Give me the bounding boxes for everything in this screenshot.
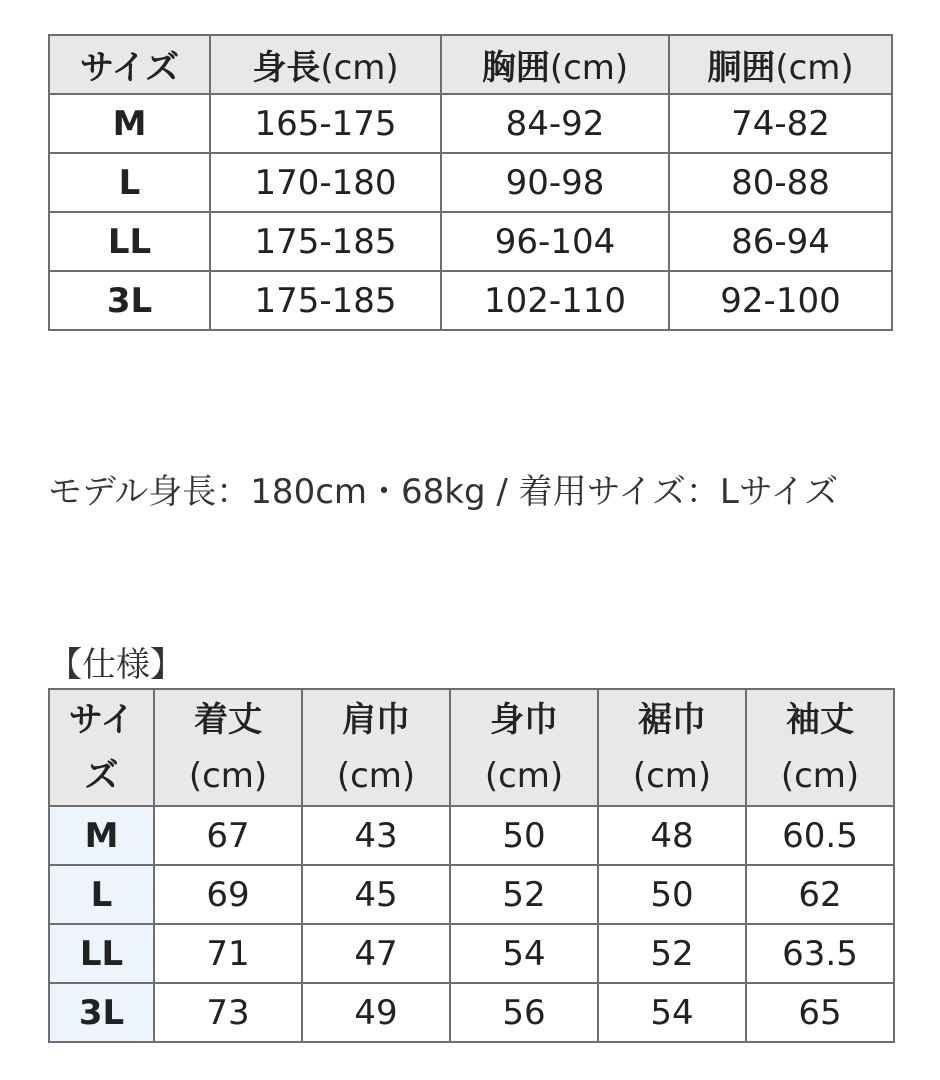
table-row [49, 806, 894, 865]
waist-cell: 74-82 [669, 94, 892, 153]
spec-table [48, 688, 895, 1043]
size-label: M [49, 94, 210, 153]
sleeve-cell: 65 [746, 983, 894, 1042]
chest-cell: 90-98 [441, 153, 669, 212]
waist-cell: 80-88 [669, 153, 892, 212]
waist-cell: 86-94 [669, 212, 892, 271]
sleeve-cell: 60.5 [746, 806, 894, 865]
header-hem-width: 裾巾 (cm) [598, 689, 746, 806]
table-row [49, 212, 892, 271]
height-cell: 165-175 [210, 94, 441, 153]
size-chart-table [48, 34, 893, 331]
sleeve-cell: 62 [746, 865, 894, 924]
spec-heading: 【仕様】 [48, 645, 184, 685]
hem-width-cell: 52 [598, 924, 746, 983]
size-label: L [49, 153, 210, 212]
model-info-text: モデル身長：180cm・68kg / 着用サイズ：Lサイズ [48, 472, 839, 512]
chest-cell: 102-110 [441, 271, 669, 330]
header-height: 身長(cm) [210, 35, 441, 94]
height-cell: 175-185 [210, 212, 441, 271]
table-row [49, 271, 892, 330]
size-label: L [49, 865, 154, 924]
table-row [49, 924, 894, 983]
table-row [49, 865, 894, 924]
table-row [49, 94, 892, 153]
hem-width-cell: 54 [598, 983, 746, 1042]
size-label: LL [49, 212, 210, 271]
header-waist: 胴囲(cm) [669, 35, 892, 94]
size-label: 3L [49, 271, 210, 330]
header-chest: 胸囲(cm) [441, 35, 669, 94]
header-sleeve: 袖丈 (cm) [746, 689, 894, 806]
shoulder-cell: 45 [302, 865, 450, 924]
body-width-cell: 56 [450, 983, 598, 1042]
chest-cell: 96-104 [441, 212, 669, 271]
hem-width-cell: 48 [598, 806, 746, 865]
chest-cell: 84-92 [441, 94, 669, 153]
header-size: サイ ズ [49, 689, 154, 806]
header-size: サイズ [49, 35, 210, 94]
table-row [49, 983, 894, 1042]
length-cell: 67 [154, 806, 302, 865]
hem-width-cell: 50 [598, 865, 746, 924]
header-body-width: 身巾 (cm) [450, 689, 598, 806]
length-cell: 71 [154, 924, 302, 983]
length-cell: 73 [154, 983, 302, 1042]
table-row [49, 153, 892, 212]
shoulder-cell: 47 [302, 924, 450, 983]
sleeve-cell: 63.5 [746, 924, 894, 983]
length-cell: 69 [154, 865, 302, 924]
body-width-cell: 50 [450, 806, 598, 865]
height-cell: 170-180 [210, 153, 441, 212]
size-chart-header-row [49, 35, 892, 94]
header-length: 着丈 (cm) [154, 689, 302, 806]
size-label: M [49, 806, 154, 865]
shoulder-cell: 43 [302, 806, 450, 865]
shoulder-cell: 49 [302, 983, 450, 1042]
size-label: LL [49, 924, 154, 983]
header-shoulder: 肩巾 (cm) [302, 689, 450, 806]
body-width-cell: 52 [450, 865, 598, 924]
waist-cell: 92-100 [669, 271, 892, 330]
spec-header-row [49, 689, 894, 806]
body-width-cell: 54 [450, 924, 598, 983]
height-cell: 175-185 [210, 271, 441, 330]
size-label: 3L [49, 983, 154, 1042]
